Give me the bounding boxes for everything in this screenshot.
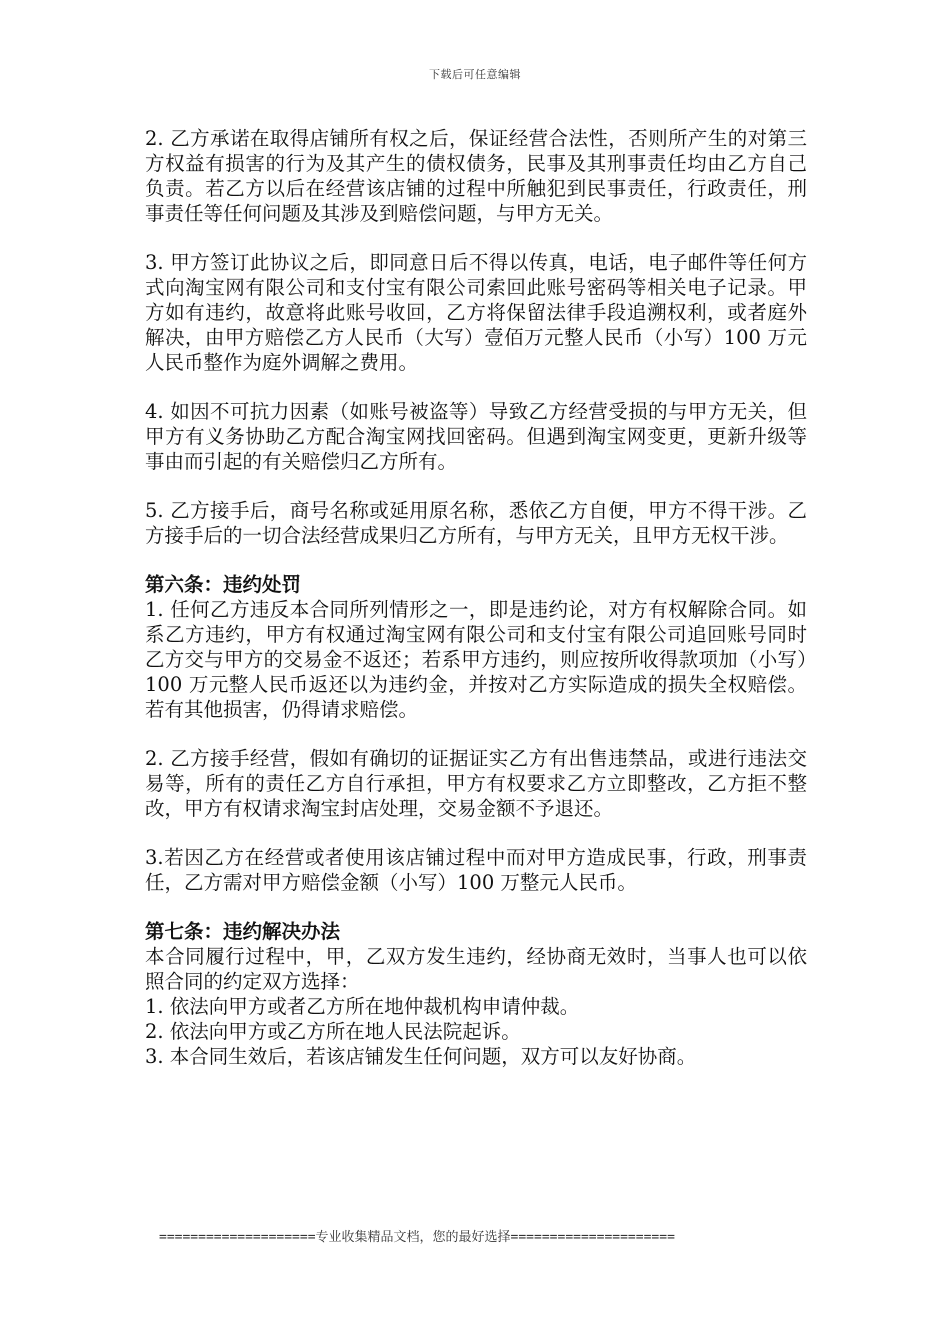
clause-paragraph-2: 2. 乙方承诺在取得店铺所有权之后，保证经营合法性，否则所产生的对第三方权益有损害的行为及其产生的债权债务，民事及其刑事责任均由乙方自己负责。若乙方以后在经营该店铺的过程中所触犯到民事责任，行政责任，刑事责任等任何问题及其涉及到赔偿问题，与甲方无关。 [145, 127, 807, 225]
article-7-section [145, 919, 807, 1069]
list-item: 3. 本合同生效后，若该店铺发生任何问题，双方可以友好协商。 [145, 1045, 697, 1068]
article-6-clause-2: 2. 乙方接手经营，假如有确切的证据证实乙方有出售违禁品，或进行违法交易等，所有的责任乙方自行承担，甲方有权要求乙方立即整改，乙方拒不整改，甲方有权请求淘宝封店处理，交易金额不予退还。 [145, 747, 807, 820]
clause-paragraph-3: 3. 甲方签订此协议之后，即同意日后不得以传真，电话，电子邮件等任何方式向淘宝网有限公司和支付宝有限公司索回此账号密码等相关电子记录。甲方如有违约，故意将此账号收回，乙方将保留法律手段追溯权利，或者庭外解决，由甲方赔偿乙方人民币（大写）壹佰万元整人民币（小写）100 万元人民币整作为庭外调解之费用。 [145, 251, 807, 374]
document-body [145, 126, 807, 1093]
article-7-intro: 本合同履行过程中，甲，乙双方发生违约，经协商无效时，当事人也可以依照合同的约定双方选择： [145, 945, 807, 993]
article-6-section [145, 572, 807, 895]
footer-text: ====================专业收集精品文档，您的最好选择===================== [159, 1230, 675, 1245]
article-6-clause-3: 3.若因乙方在经营或者使用该店铺过程中而对甲方造成民事，行政，刑事责任，乙方需对甲方赔偿金额（小写）100 万整元人民币。 [145, 846, 807, 894]
article-7-options-list [145, 994, 807, 1069]
clause-paragraph-4: 4. 如因不可抗力因素（如账号被盗等）导致乙方经营受损的与甲方无关，但甲方有义务协助乙方配合淘宝网找回密码。但遇到淘宝网变更，更新升级等事由而引起的有关赔偿归乙方所有。 [145, 400, 807, 473]
list-item: 1. 依法向甲方或者乙方所在地仲裁机构申请仲裁。 [145, 995, 580, 1018]
page-header: 下载后可任意编辑 [429, 68, 521, 81]
article-7-title: 第七条：违约解决办法 [145, 920, 341, 943]
list-item: 2. 依法向甲方或乙方所在地人民法院起诉。 [145, 1020, 521, 1043]
article-6-clause-1: 1. 任何乙方违反本合同所列情形之一，即是违约论，对方有权解除合同。如系乙方违约，甲方有权通过淘宝网有限公司和支付宝有限公司追回账号同时乙方交与甲方的交易金不返还；若系甲方违约，则应按所收得款项加（小写）100 万元整人民币返还以为违约金，并按对乙方实际造成的损失全权赔偿。若有其他损害，仍得请求赔偿。 [145, 598, 807, 721]
page-footer [145, 1228, 807, 1248]
clause-paragraph-5: 5. 乙方接手后，商号名称或延用原名称，悉依乙方自便，甲方不得干涉。乙方接手后的一切合法经营成果归乙方所有，与甲方无关，且甲方无权干涉。 [145, 499, 807, 547]
article-6-title: 第六条：违约处罚 [145, 573, 302, 596]
